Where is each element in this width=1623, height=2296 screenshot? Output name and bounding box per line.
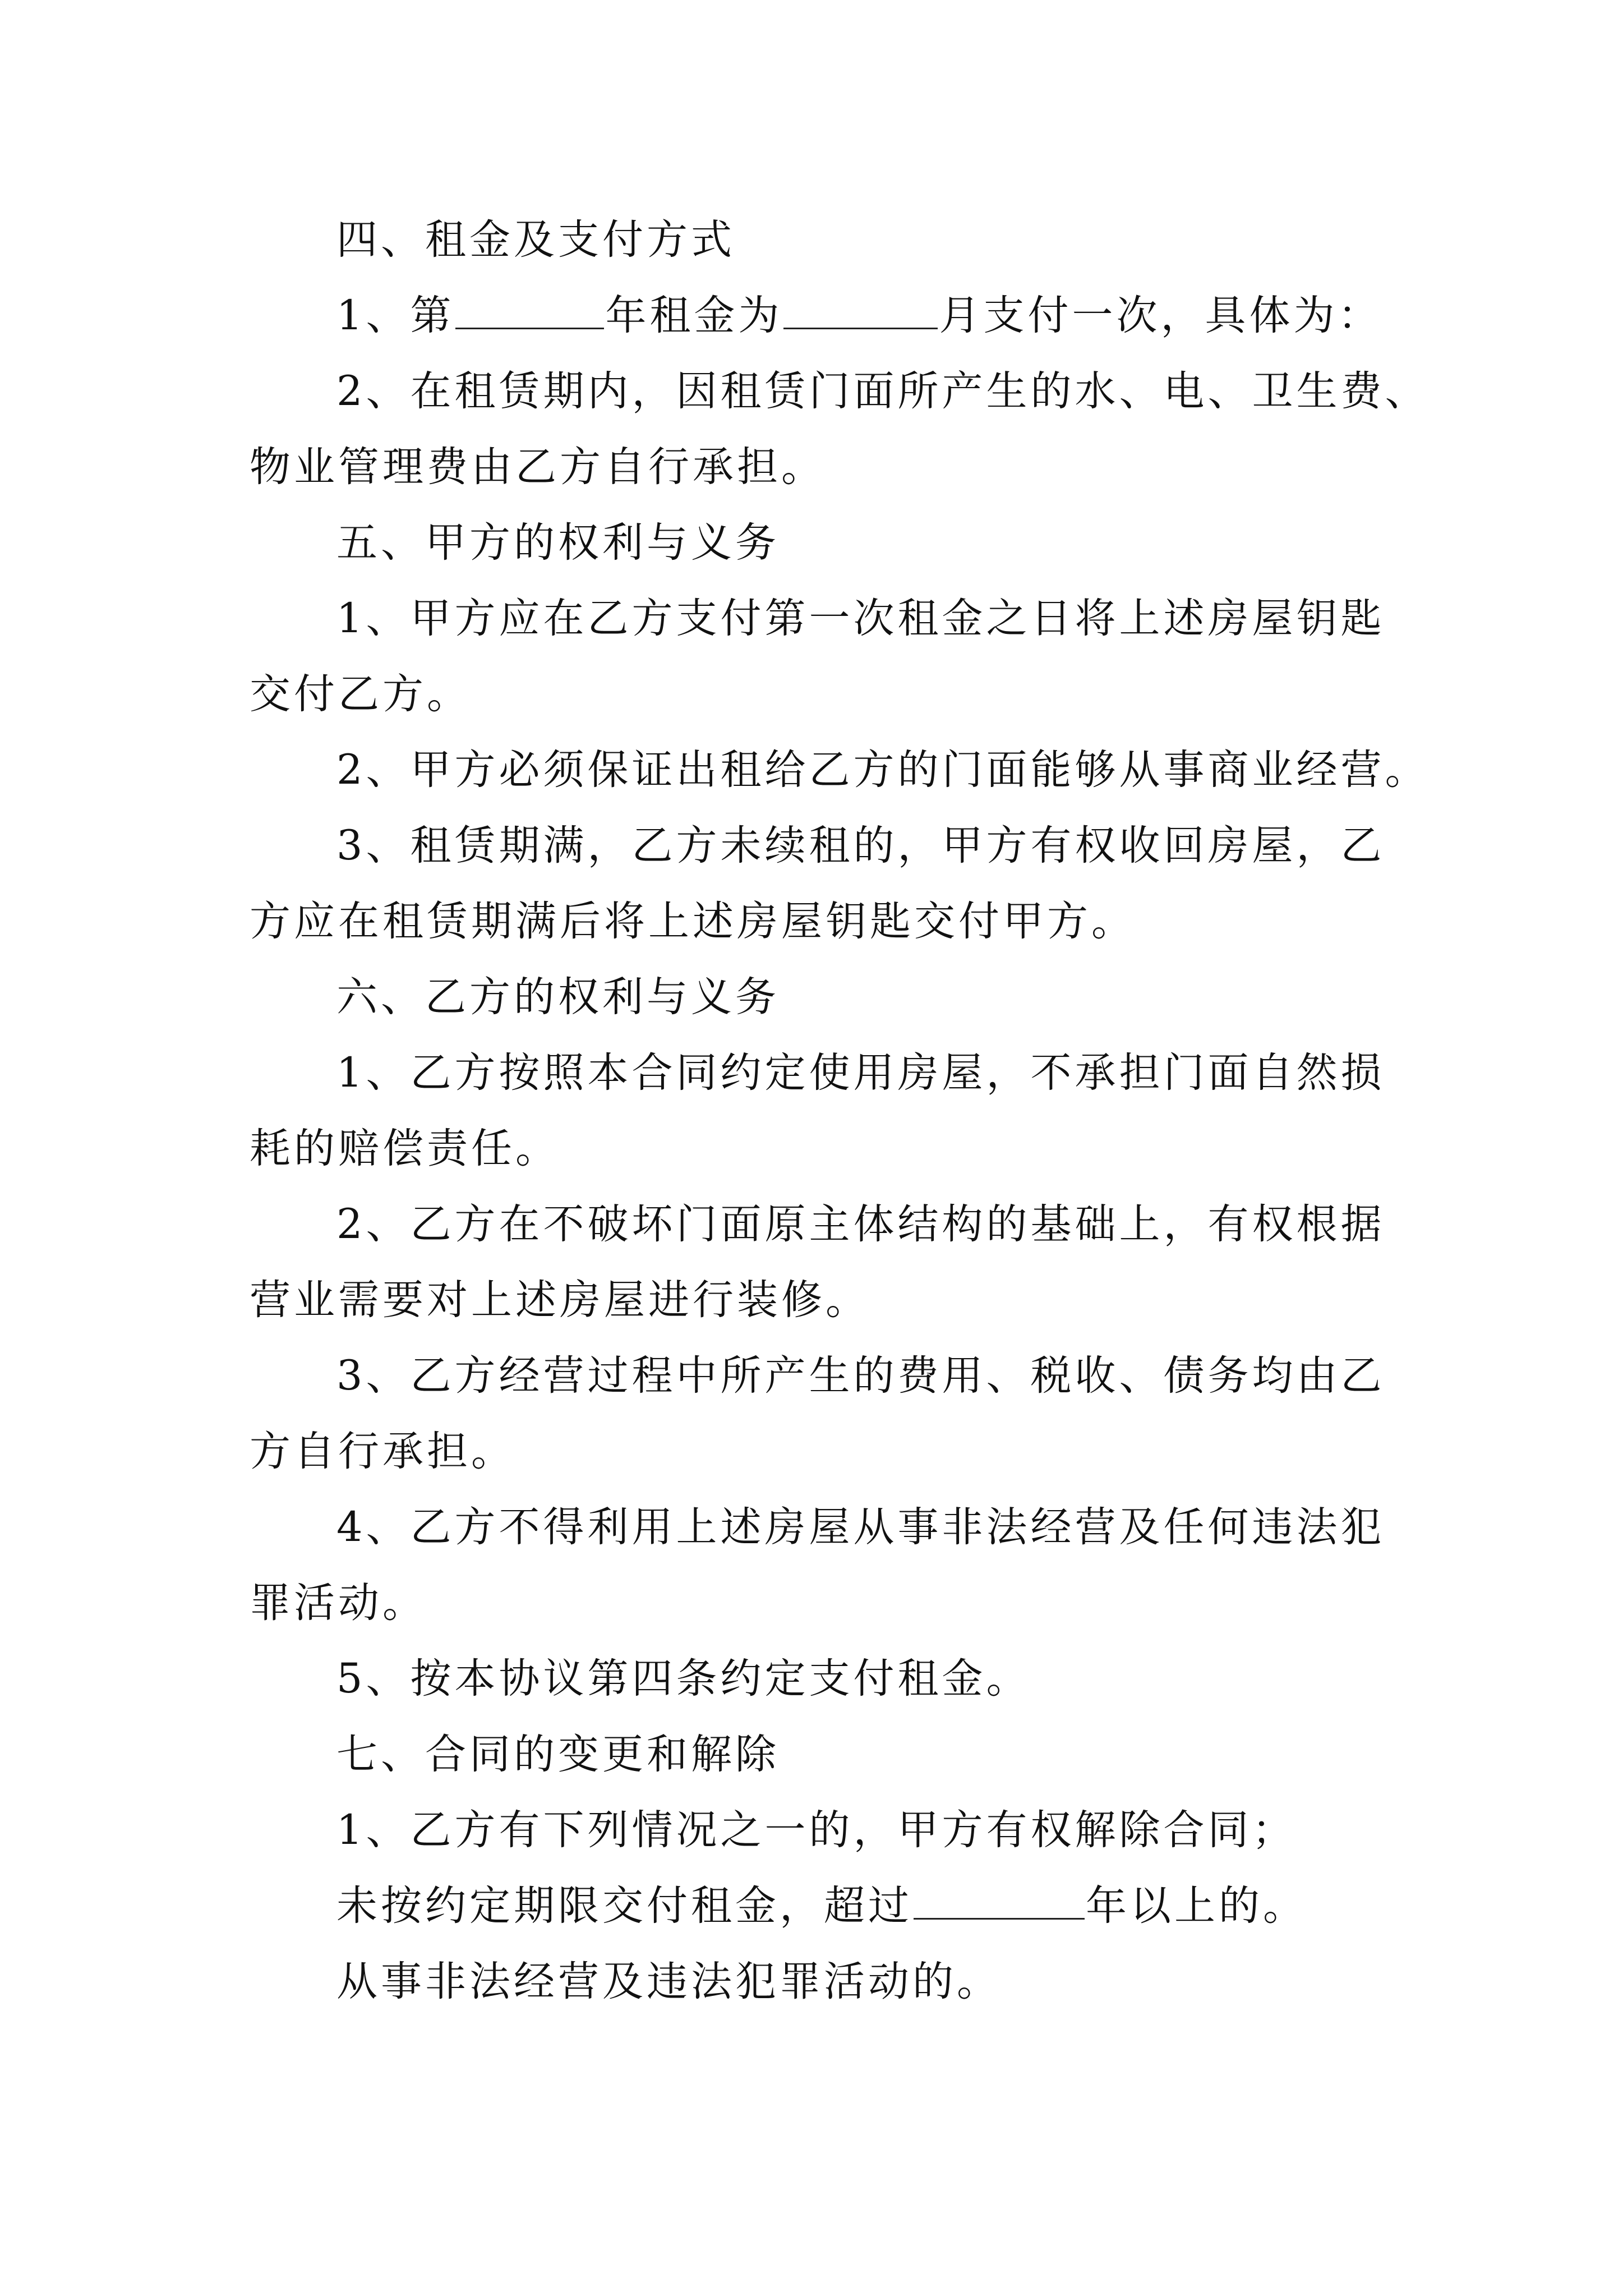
section-6-item-4-line-2: 罪活动。 (250, 1579, 427, 1627)
section-6-heading: 六、乙方的权利与义务 (336, 973, 780, 1021)
text-segment: 月支付一次，具体为： (939, 292, 1382, 339)
blank-field-overdue (914, 1884, 1085, 1920)
text-segment: 年以上的。 (1086, 1882, 1307, 1930)
text-segment: 年租金为 (605, 292, 783, 339)
section-6-item-3-line-1: 3、乙方经营过程中所产生的费用、税收、债务均由乙 (336, 1352, 1385, 1400)
section-7-item-1-case-a (250, 1868, 1416, 1944)
section-5-item-3-line-1: 3、租赁期满，乙方未续租的，甲方有权收回房屋，乙 (336, 822, 1385, 869)
blank-field-year (455, 294, 604, 329)
section-7-heading: 七、合同的变更和解除 (336, 1731, 780, 1778)
section-4-item-2-line-2: 物业管理费由乙方自行承担。 (250, 443, 826, 491)
section-6-item-1-line-1: 1、乙方按照本合同约定使用房屋，不承担门面自然损 (336, 1049, 1385, 1097)
section-6-item-2-line-2: 营业需要对上述房屋进行装修。 (250, 1276, 870, 1324)
section-6-item-4-line-1: 4、乙方不得利用上述房屋从事非法经营及任何违法犯 (336, 1503, 1385, 1551)
blank-field-rent (783, 294, 938, 329)
section-6-item-2-line-1: 2、乙方在不破坏门面原主体结构的基础上，有权根据 (336, 1200, 1385, 1248)
section-7-item-1-case-b: 从事非法经营及违法犯罪活动的。 (336, 1958, 1001, 2005)
section-4-item-1 (250, 278, 1416, 353)
section-5-item-1-line-1: 1、甲方应在乙方支付第一次租金之日将上述房屋钥匙 (336, 595, 1385, 642)
section-5-heading: 五、甲方的权利与义务 (336, 519, 780, 567)
section-4-item-2-line-1: 2、在租赁期内，因租赁门面所产生的水、电、卫生费、 (336, 367, 1430, 415)
section-5-item-2: 2、甲方必须保证出租给乙方的门面能够从事商业经营。 (336, 746, 1430, 794)
section-7-item-1: 1、乙方有下列情况之一的，甲方有权解除合同； (336, 1806, 1297, 1854)
text-segment: 1、第 (336, 292, 455, 339)
section-5-item-3-line-2: 方应在租赁期满后将上述房屋钥匙交付甲方。 (250, 898, 1136, 945)
section-5-item-1-line-2: 交付乙方。 (250, 670, 471, 718)
section-6-item-1-line-2: 耗的赔偿责任。 (250, 1125, 560, 1172)
document-page (250, 202, 1430, 2019)
section-6-item-5: 5、按本协议第四条约定支付租金。 (336, 1655, 1031, 1703)
section-6-item-3-line-2: 方自行承担。 (250, 1428, 515, 1475)
section-4-heading: 四、租金及支付方式 (336, 216, 735, 264)
text-segment: 未按约定期限交付租金，超过 (336, 1882, 912, 1930)
